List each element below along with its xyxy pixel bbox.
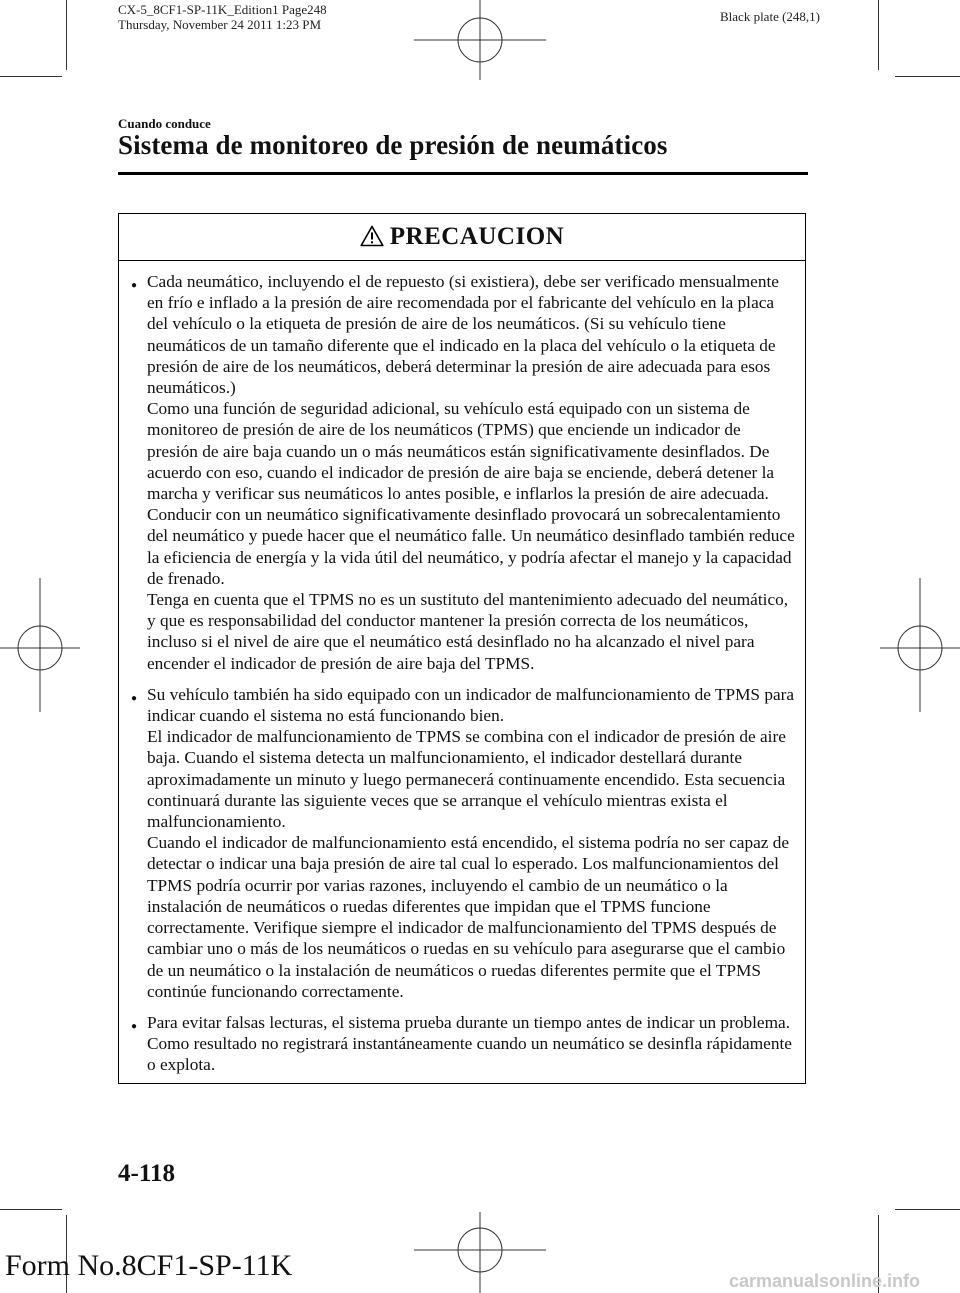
caution-title: PRECAUCION [389,223,565,250]
caution-box [118,213,806,1084]
caution-body [119,261,805,1076]
registration-mark-top [414,0,546,80]
print-info-line2: Thursday, November 24 2011 1:23 PM [118,17,322,32]
caution-header [119,214,805,261]
crop-mark [66,0,67,70]
caution-bullet [129,1012,795,1076]
bullet-dot-icon: ● [131,1020,138,1032]
print-info [118,2,327,32]
bullet-text [147,1012,795,1076]
section-label: Cuando conduce [118,116,211,131]
bullet-dot-icon: ● [131,280,138,291]
watermark: carmanualsonline.info [729,1271,921,1291]
form-number: Form No.8CF1-SP-11K [5,1249,293,1282]
print-info-line1: CX-5_8CF1-SP-11K_Edition1 Page248 [118,2,327,17]
crop-mark [878,0,879,70]
crop-mark [895,1209,960,1210]
bullet-paragraph: Como una función de seguridad adicional, su vehículo está equipado con un sistema de monitoreo de presión de aire de los neumáticos (TPMS) que enciende un indicador de presión de aire baja cuando un o más neumáticos están significativamente desinflados. De acuerdo con eso, cuando el indicador de presión de aire baja se enciende, deberá detener la marcha y verificar sus neumáticos lo antes posible, e inflarlos la presión de aire adecuada. Conducir con un neumático significativamente desinflado provocará un sobrecalentamiento del neumático y puede hacer que el neumático falle. Un neumático desinflado también reduce la eficiencia de energía y la vida útil del neumático, y podría afectar el manejo y la capacidad de frenado. [147,399,795,588]
bullet-paragraph: Para evitar falsas lecturas, el sistema prueba durante un tiempo antes de indicar un problema. Como resultado no registrará instantáneamente cuando un neumático se desinfla rápidamente o explota. [147,1012,792,1075]
crop-mark [0,1209,62,1210]
caution-bullet [129,271,795,674]
bullet-paragraph: Tenga en cuenta que el TPMS no es un sustituto del mantenimiento adecuado del neumático, y que es responsabilidad del conductor mantener la presión correcta de los neumáticos, incluso si el nivel de aire que el neumático está desinflado no ha alcanzado el nivel para encender el indicador de presión de aire baja del TPMS. [147,590,789,673]
bullet-paragraph: El indicador de malfuncionamiento de TPMS se combina con el indicador de presión de aire baja. Cuando el sistema detecta un malfuncionamiento, el indicador destellará durante aproximadamente un minuto y luego permanecerá continuamente encendido. Esta secuencia continuará durante las siguiente veces que se arranque el vehículo mientras exista el malfuncionamiento. [147,727,786,832]
bullet-paragraph: Cada neumático, incluyendo el de repuesto (si existiera), debe ser verificado mensualmente en frío e inflado a la presión de aire recomendada por el fabricante del vehículo en la placa del vehículo o la etiqueta de presión de aire de los neumáticos. (Si su vehículo tiene neumáticos de un tamaño diferente que el indicado en la placa del vehículo o la etiqueta de presión de aire de los neumáticos, deberá determinar la presión de aire adecuada para esos neumáticos.) [147,272,779,398]
page-title: Sistema de monitoreo de presión de neumáticos [118,130,668,160]
bullet-text [147,271,795,674]
crop-mark [0,76,62,77]
caution-bullet [129,684,795,1002]
bullet-paragraph: Su vehículo también ha sido equipado con un indicador de malfuncionamiento de TPMS para indicar cuando el sistema no está funcionando bien. [147,684,795,726]
bullet-text [147,684,795,1002]
plate-label: Black plate (248,1) [720,9,820,24]
title-divider [118,172,808,175]
page-number: 4-118 [118,1160,175,1187]
registration-mark-left [0,578,80,712]
warning-triangle-icon [360,225,384,252]
registration-mark-right [880,578,960,712]
bullet-paragraph: Cuando el indicador de malfuncionamiento está encendido, el sistema podría no ser capaz de detectar o indicar una baja presión de aire tal cual lo esperado. Los malfuncionamientos del TPMS podría ocurrir por varias razones, incluyendo el cambio de un neumático o la instalación de neumáticos o ruedas diferentes que impidan que el TPMS funcione correctamente. Verifique siempre el indicador de malfuncionamiento del TPMS después de cambiar uno o más de los neumáticos o ruedas en su vehículo para asegurarse que el cambio de un neumático o la instalación de neumáticos o ruedas diferentes permite que el TPMS continúe funcionando correctamente. [147,833,790,1001]
crop-mark [895,76,960,77]
bullet-dot-icon: ● [131,692,138,704]
registration-mark-bottom [414,1212,546,1293]
